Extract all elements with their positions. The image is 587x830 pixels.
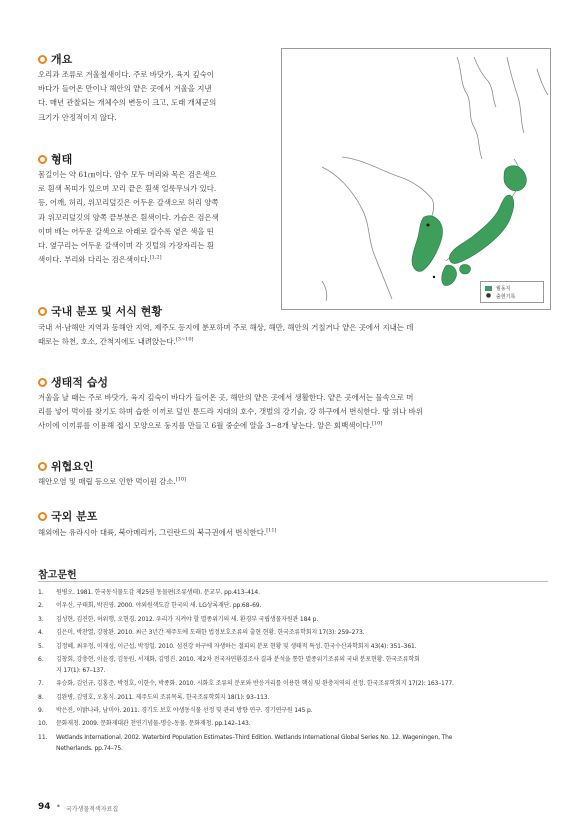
- legend-dot-icon: ●: [485, 292, 492, 299]
- overseas-text: [38, 526, 548, 540]
- legend-swatch: [485, 286, 492, 291]
- reference-number: 8.: [38, 693, 44, 701]
- overseas-body: 해외에는 유라시아 대륙, 북아메리카, 그린란드의 북극권에서 번식한다.: [38, 528, 267, 537]
- reference-item: [38, 628, 550, 639]
- legend-label: 출현기록: [496, 293, 516, 300]
- section-title-ecology: [38, 375, 108, 389]
- threats-text: [38, 475, 548, 489]
- ecology-text: [38, 391, 548, 434]
- reference-item: [38, 615, 550, 626]
- section-bullet-icon: [38, 462, 47, 471]
- section-bullet-icon: [38, 512, 47, 521]
- reference-text: 이우신, 구태회, 박진영. 2000. 야외원색도감 한국의 새. LG상록재단. pp.68–69.: [56, 602, 262, 610]
- reference-item: [38, 719, 550, 730]
- map-region-honshu: [449, 195, 513, 264]
- references-divider: [38, 581, 548, 582]
- citation: [10]: [175, 476, 187, 483]
- legend-row-wintering: [485, 284, 539, 292]
- reference-item: [38, 733, 550, 755]
- section-bullet-icon: [38, 307, 47, 316]
- reference-item: [38, 642, 550, 653]
- reference-number: 5.: [38, 642, 44, 650]
- section-bullet-icon: [38, 155, 47, 164]
- legend-label: 월동지: [496, 285, 511, 292]
- section-title-text: 개요: [51, 53, 73, 66]
- reference-item: [38, 601, 550, 612]
- reference-item: [38, 588, 550, 599]
- morphology-text: [38, 168, 270, 267]
- reference-item: [38, 655, 550, 677]
- section-title-distribution: [38, 304, 162, 318]
- reference-number: 11.: [38, 733, 48, 741]
- overview-text: 오리과 조류로 겨울철새이다. 주로 바닷가, 육지 깊숙이 바다가 들어온 만이나 해안의 얕은 곳에서 겨울을 지낸 다. 매년 관찰되는 개체수의 변동이 크고, 도래 개체군의 크기가 안정적이지 않다.: [38, 70, 217, 122]
- reference-number: 3.: [38, 615, 44, 623]
- section-bullet-icon: [38, 378, 47, 387]
- section-title-text: 위협요인: [51, 460, 94, 473]
- citation: [3~10]: [175, 336, 194, 343]
- reference-item: [38, 706, 550, 717]
- citation: [1,2]: [149, 254, 162, 261]
- map-legend: [480, 281, 544, 303]
- map-region-hokkaido: [504, 166, 526, 191]
- footer-separator: •: [56, 802, 61, 811]
- reference-number: 4.: [38, 629, 44, 637]
- reference-text: 문화재청. 2009. 문화재대관 천연기념물-명승-동물. 문화재청. pp.142–143.: [56, 720, 251, 728]
- reference-text: 김성현, 김진한, 허위행, 오현경. 2012. 우리가 지켜야 할 멸종위기의 새. 환경부 국립생물자원관 184 p.: [56, 615, 319, 623]
- reference-text: 원병오. 1981. 한국동식물도감 제25권 동물편(조류생태). 문교부. pp.413–414.: [56, 589, 260, 596]
- reference-number: 1.: [38, 589, 44, 596]
- section-title-text: 국외 분포: [51, 510, 98, 523]
- ecology-body: 겨울을 날 때는 주로 바닷가, 육지 깊숙이 바다가 들어온 곳, 해안의 얕은 곳에서 생활한다. 얕은 곳에서는 물속으로 머 리를 넣어 먹이를 찾기도 하며 습한 이끼로 덮인 툰드라 지대의 호수, 갯벌의 강기슭, 강 하구에서 번식한다. 땅 위나 바위 사이에 이끼류를 이용해 접시 모양으로 둥지를 만들고 6월 중순에 알을 3~8개 낳는다. 알은 회백색이다.: [38, 393, 423, 431]
- morphology-body: 몸길이는 약 61㎝이다. 암수 모두 머리와 목은 검은색으 로 흰색 목띠가 있으며 꼬리 끝은 흰색 얼룩무늬가 있다. 등, 어깨, 허리, 위꼬리덮깃은 어두운 갈색으로 허리 양쪽 과 위꼬리덮깃의 양쪽 끝부분은 흰색이다. 가슴은 검은색 이며 배는 어두운 갈색으로 아래로 갈수록 옅은 색을 띤 다. 옆구리는 어두운 갈색이며 각 깃털의 가장자리는 흰 색이다. 부리와 다리는 검은색이다.: [38, 170, 219, 265]
- section-title-text: 형태: [51, 153, 73, 166]
- reference-number: 7.: [38, 680, 44, 688]
- section-title-morphology: [38, 152, 72, 166]
- section-title-text: 생태적 습성: [51, 376, 108, 389]
- map-region-shikoku: [460, 264, 471, 274]
- section-title-threats: [38, 459, 94, 473]
- map-svg: [282, 49, 552, 311]
- reference-item: [38, 679, 550, 690]
- reference-text: 김완병, 김영호, 오홍식. 2011. 제주도의 조류목록. 한국조류학회지 18(1): 93–113.: [56, 693, 270, 701]
- map-region-kyushu: [442, 265, 457, 286]
- reference-text: 유승화, 김인규, 김홍준, 박정호, 이한수, 박종화. 2010. 시화호 조류의 분포와 반응거리를 이용한 핵심 및 완충지역의 선정. 한국조류학회지 17(2): 163–177.: [56, 680, 454, 688]
- record-dot: [433, 276, 435, 278]
- references-list: [38, 588, 550, 757]
- record-dot: [427, 224, 430, 227]
- reference-number: 6.: [38, 655, 44, 663]
- citation: [11]: [266, 527, 277, 534]
- reference-text: 김은미, 박찬열, 강창완. 2010. 최근 3년간 제주도에 도래한 법정보호조류의 출현 현황. 한국조류학회지 17(3): 259–273.: [56, 629, 365, 637]
- reference-number: 9.: [38, 706, 44, 714]
- reference-item: [38, 693, 550, 704]
- distribution-map: [281, 48, 551, 310]
- distribution-text: [38, 321, 548, 349]
- reference-number: 2.: [38, 602, 44, 610]
- citation: [10]: [371, 420, 383, 427]
- threats-body: 해안오염 및 매립 등으로 인한 먹이원 감소.: [38, 477, 176, 486]
- section-title-text: 국내 분포 및 서식 현황: [51, 305, 162, 318]
- reference-text: Wetlands International. 2002. Waterbird Population Estimates–Third Edition. Wetlands International Global Series No. 12. Wageningen, The Netherlands. pp.74–75.: [56, 733, 453, 752]
- reference-text: 박은진, 이밝나라, 남미아. 2011. 경기도 보호 야생동식물 선정 및 관리 방향 연구. 경기연구원 145 p.: [56, 706, 313, 714]
- section-bullet-icon: [38, 55, 47, 64]
- references-title: 참고문헌: [38, 570, 77, 581]
- reference-text: 김창회, 강충현, 이윤경, 김동원, 서재화, 김명진. 2010. 제2차 전국자연환경조사 결과 분석을 통한 멸종위기조류의 국내 분포현황. 한국조류학회 지 17(1): 67–137.: [56, 655, 420, 674]
- section-title-overview: [38, 52, 72, 66]
- page-number: 94: [38, 802, 51, 812]
- reference-text: 김정혜, 최우정, 이재성, 이근섭, 박정일. 2010. 섬진강 하구에 자생하는 절피의 분포 현황 및 생태적 특성. 한국수산과학회지 43(4): 351–361.: [56, 642, 417, 650]
- reference-number: 10.: [38, 720, 48, 728]
- section-title-overseas: [38, 509, 97, 523]
- legend-row-record: [485, 292, 539, 300]
- distribution-body: 국내 서·남해안 지역과 동해안 지역, 제주도 등지에 분포하며 주로 해상, 해만, 해안의 거칠거나 얕은 곳에서 지내는 데 때로는 하천, 호소, 간척지에도 내려앉는다.: [38, 323, 414, 347]
- footer-book-title: 국가생물적색자료집: [66, 806, 119, 813]
